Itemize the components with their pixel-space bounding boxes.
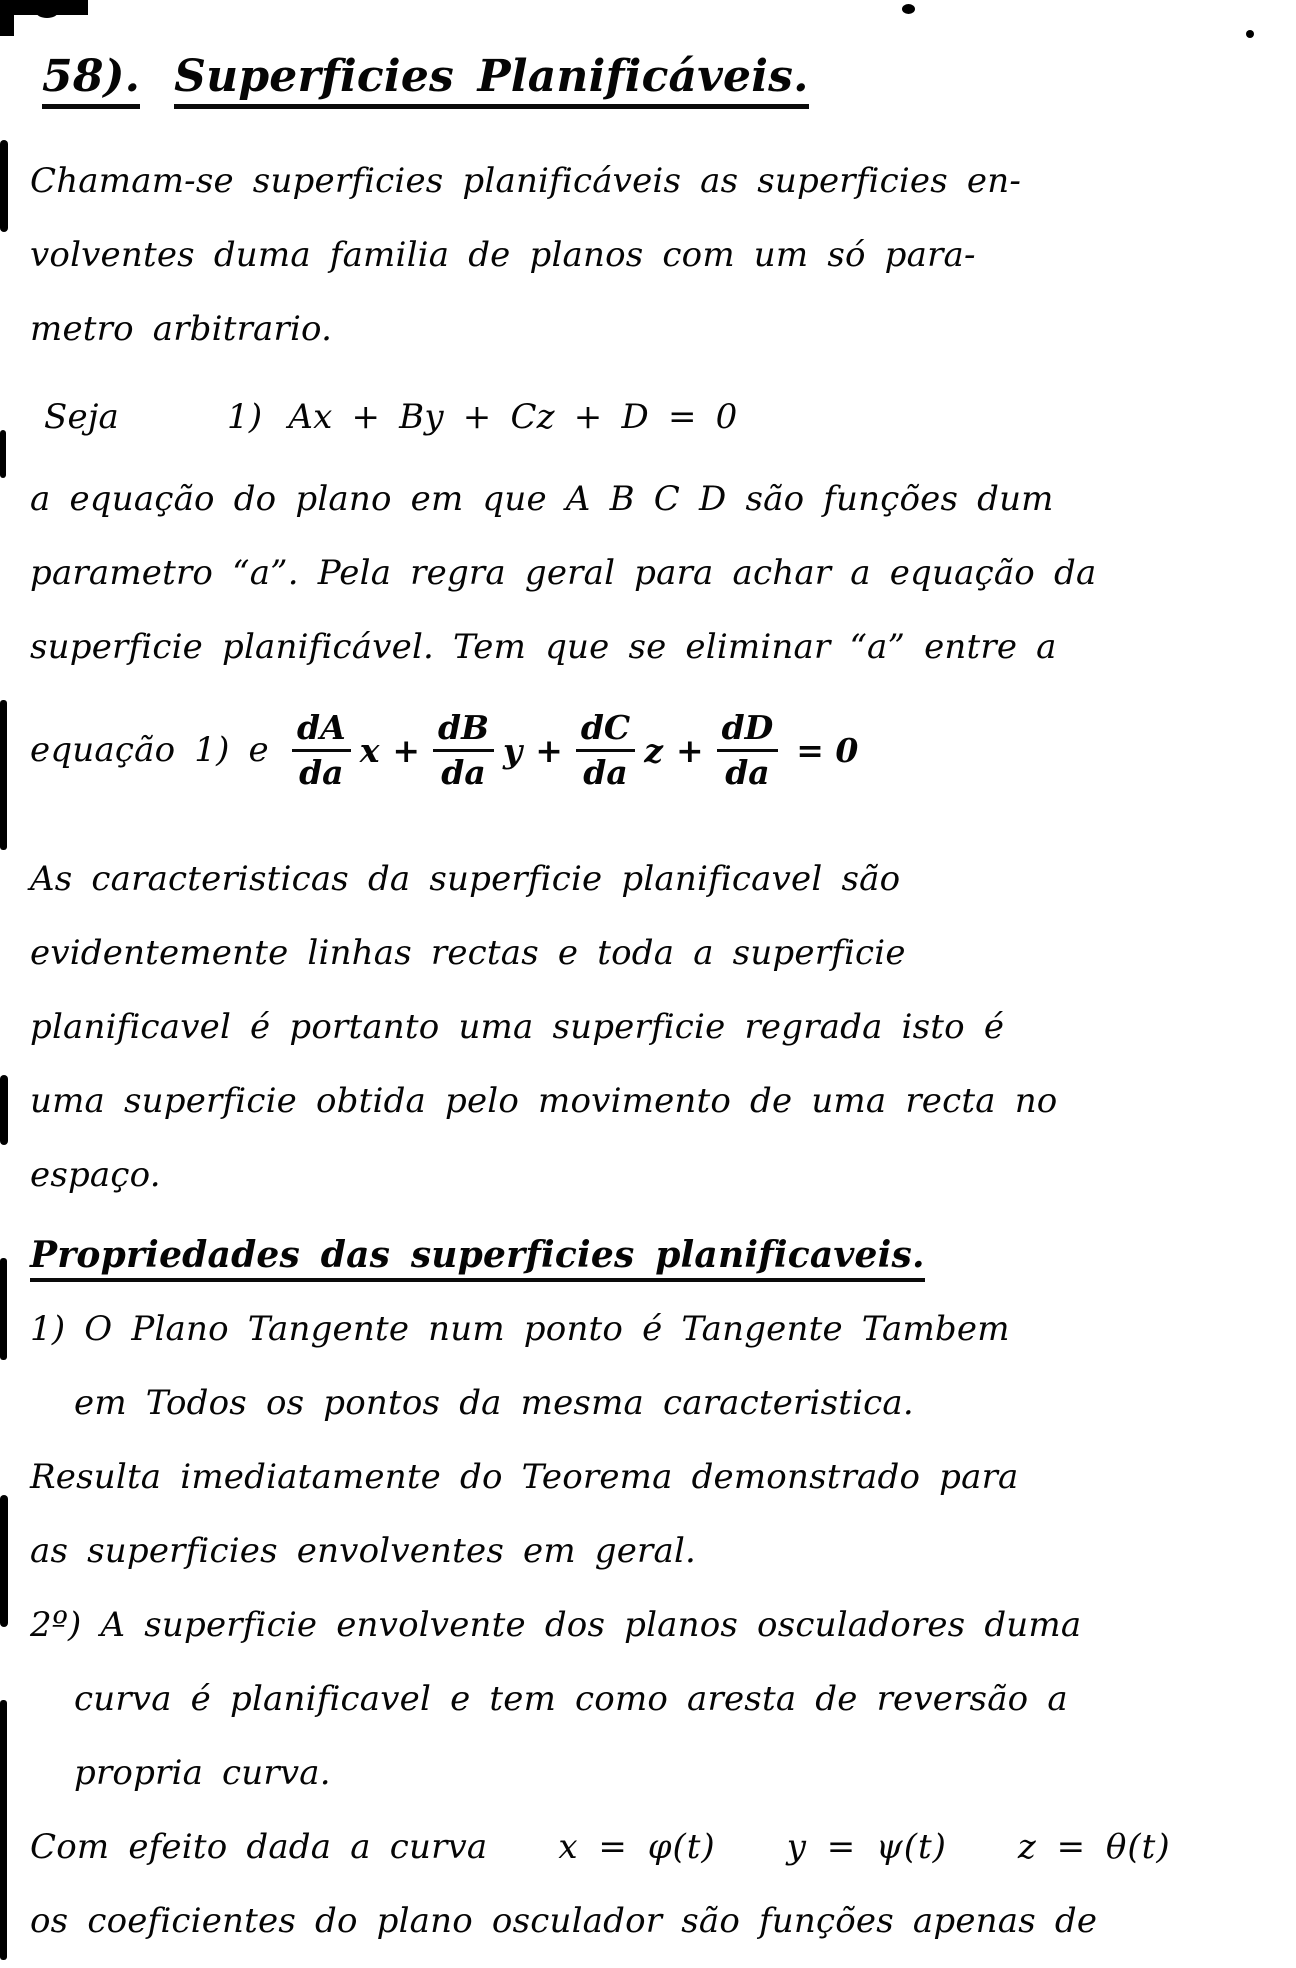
denominator: da xyxy=(583,752,628,792)
curve-definition-row xyxy=(30,1810,1280,1884)
proof-intro: Com efeito dada a curva xyxy=(30,1827,488,1867)
plus-operator: + xyxy=(675,730,704,770)
text-line: evidentemente linhas rectas e toda a superficie xyxy=(30,933,906,973)
text-line: parametro “a”. Pela regra geral para achar a equação da xyxy=(30,553,1097,593)
curve-equation-x: x = φ(t) xyxy=(558,1827,716,1867)
equation-formula: Ax + By + Cz + D = 0 xyxy=(288,397,738,437)
numerator: dC xyxy=(576,709,635,752)
text-line: espaço. xyxy=(30,1155,161,1195)
curve-equation-z: z = θ(t) xyxy=(1017,1827,1171,1867)
scan-artifact-left-edge xyxy=(0,1495,8,1627)
text-line: a equação do plano em que A B C D são funções dum xyxy=(30,479,1054,519)
fraction-dD-da xyxy=(717,709,779,792)
proof-section xyxy=(30,1810,1280,1958)
text-line: superficie planificável. Tem que se eliminar “a” entre a xyxy=(30,627,1057,667)
text-line: As caracteristicas da superficie planificavel são xyxy=(30,859,901,899)
text-line: curva é planificavel e tem como aresta de reversão a xyxy=(74,1679,1068,1719)
text-line: em Todos os pontos da mesma caracteristica. xyxy=(74,1383,914,1423)
scan-artifact-corner xyxy=(0,0,14,36)
text-line: uma superficie obtida pelo movimento de uma recta no xyxy=(30,1081,1058,1121)
derivative-equation-row xyxy=(30,688,1280,812)
equation-label: 1) xyxy=(227,397,263,437)
text-line: metro arbitrario. xyxy=(30,309,333,349)
numerator: dB xyxy=(433,709,494,752)
paragraph-explanation xyxy=(30,462,1280,684)
plus-operator: + xyxy=(392,730,421,770)
fraction-dA-da xyxy=(292,709,351,792)
page-title: Superficies Planificáveis. xyxy=(174,51,808,109)
text-line: os coeficientes do plano osculador são funções apenas de xyxy=(30,1901,1098,1941)
equation-variable: y xyxy=(503,730,523,770)
text-line: propria curva. xyxy=(74,1753,331,1793)
equation-variable: x xyxy=(359,730,380,770)
denominator: da xyxy=(441,752,486,792)
properties-heading: Propriedades das superficies planificaveis. xyxy=(30,1234,925,1282)
equation-variable: z xyxy=(644,730,663,770)
numerator: dA xyxy=(292,709,351,752)
scan-artifact-left-edge xyxy=(0,700,7,850)
derivative-equation xyxy=(292,709,858,792)
scan-artifact-left-edge xyxy=(0,430,6,478)
handwritten-content xyxy=(30,0,1280,1958)
text-line: Resulta imediatamente do Teorema demonstrado para xyxy=(30,1457,1019,1497)
plus-operator: + xyxy=(535,730,563,770)
text-line: planificavel é portanto uma superficie regrada isto é xyxy=(30,1007,1005,1047)
equation-intro: Seja xyxy=(44,397,120,437)
equation-intro: equação 1) e xyxy=(30,730,269,770)
scan-artifact-left-edge xyxy=(0,1075,8,1145)
section-title-row xyxy=(42,34,1280,120)
paragraph-characteristics xyxy=(30,842,1280,1212)
plane-equation-row xyxy=(44,380,1280,454)
text-line: volventes duma familia de planos com um só para- xyxy=(30,235,976,275)
equation-rhs: = 0 xyxy=(796,730,859,770)
fraction-dB-da xyxy=(433,709,494,792)
denominator: da xyxy=(299,752,344,792)
scan-artifact-left-edge xyxy=(0,1700,7,1960)
property-2 xyxy=(30,1588,1280,1810)
fraction-dC-da xyxy=(576,709,635,792)
properties-heading-row xyxy=(30,1218,1280,1292)
text-line: 1) O Plano Tangente num ponto é Tangente Tambem xyxy=(30,1309,1010,1349)
text-line: as superficies envolventes em geral. xyxy=(30,1531,697,1571)
property-1 xyxy=(30,1292,1280,1588)
numerator: dD xyxy=(717,709,779,752)
scan-artifact-left-edge xyxy=(0,1258,7,1360)
section-number: 58). xyxy=(42,51,140,109)
curve-equation-y: y = ψ(t) xyxy=(786,1827,947,1867)
paragraph-intro xyxy=(30,144,1280,366)
text-line: 2º) A superficie envolvente dos planos osculadores duma xyxy=(30,1605,1082,1645)
scan-artifact-left-edge xyxy=(0,140,8,232)
denominator: da xyxy=(725,752,770,792)
text-line: Chamam-se superficies planificáveis as superficies en- xyxy=(30,161,1022,201)
